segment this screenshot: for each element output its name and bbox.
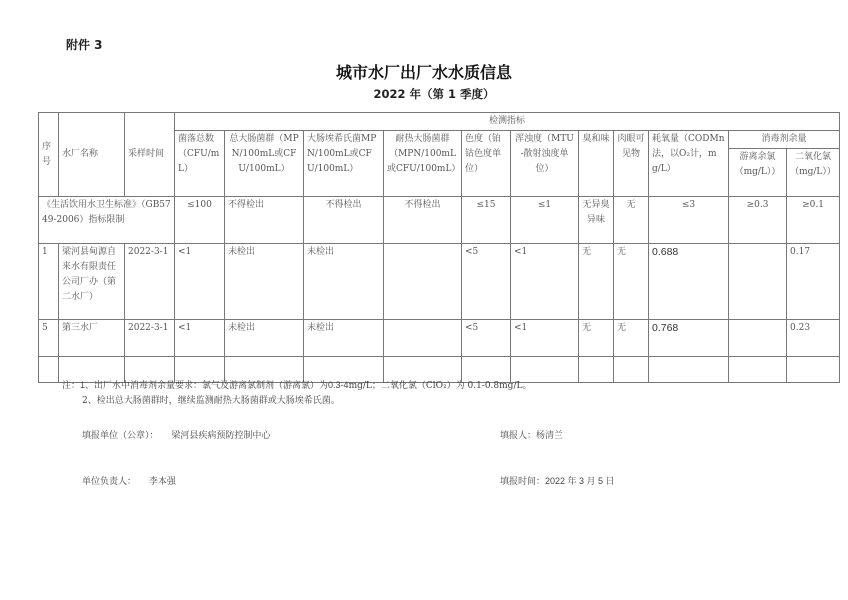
cell: ≤3 (649, 197, 729, 244)
report-date: 填报时间：2022 年 3 月 5 日 (500, 476, 615, 487)
cell-seq: 5 (39, 320, 59, 357)
header-sample-time: 采样时间 (125, 113, 175, 197)
cell: 未检出 (304, 244, 384, 320)
standard-label: 《生活饮用水卫生标准》（GB5749-2006）指标限制 (39, 197, 175, 244)
header-seq: 序号 (39, 113, 59, 197)
cell: ≥0.3 (729, 197, 787, 244)
cell-plant-name: 第三水厂 (59, 320, 125, 357)
cell-codmn: 0.688 (649, 244, 729, 320)
header-thermo-coliform: 耐热大肠菌群（MPN/100mL或CFU/100mL） (384, 131, 462, 197)
cell: 未检出 (225, 320, 304, 357)
header-turbidity: 浑浊度（MTU-散射浊度单位） (511, 131, 579, 197)
table-row (39, 320, 840, 357)
cell (729, 244, 787, 320)
cell: <5 (462, 244, 511, 320)
cell: 无 (579, 244, 614, 320)
cell: <1 (511, 244, 579, 320)
cell: <5 (462, 320, 511, 357)
reporter: 填报人：杨清兰 (500, 431, 564, 441)
cell-sample-time: 2022-3-1 (125, 244, 175, 320)
cell: 0.17 (787, 244, 840, 320)
cell: <1 (175, 244, 225, 320)
cell-sample-time: 2022-3-1 (125, 320, 175, 357)
cell: 无 (614, 320, 649, 357)
standard-row (39, 197, 840, 244)
header-free-chlorine: 游离余氯（mg/L）） (729, 149, 787, 197)
cell: 无 (614, 244, 649, 320)
cell: 无 (579, 320, 614, 357)
document-subtitle: 2022 年（第 1 季度） (373, 87, 495, 101)
cell-seq: 1 (39, 244, 59, 320)
header-total-colony: 菌落总数（CFU/mL） (175, 131, 225, 197)
cell: ≤1 (511, 197, 579, 244)
cell: 不得检出 (384, 197, 462, 244)
cell: ≥0.1 (787, 197, 840, 244)
header-total-coliform: 总大肠菌群（MPN/100mL或CFU/100mL） (225, 131, 304, 197)
cell: <1 (511, 320, 579, 357)
cell: ≤100 (175, 197, 225, 244)
cell: 不得检出 (304, 197, 384, 244)
header-ecoli: 大肠埃希氏菌MPN/100mL或CFU/100mL） (304, 131, 384, 197)
header-color: 色度（铂钴色度单位） (462, 131, 511, 197)
water-quality-table (38, 112, 840, 383)
cell-codmn: 0.768 (649, 320, 729, 357)
cell: 不得检出 (225, 197, 304, 244)
attachment-label: 附件 3 (66, 38, 103, 52)
header-odor: 臭和味 (579, 131, 614, 197)
cell: 未检出 (304, 320, 384, 357)
cell (384, 244, 462, 320)
unit-head: 单位负责人： 李本强 (82, 477, 176, 487)
header-plant-name: 水厂名称 (59, 113, 125, 197)
reporting-unit: 填报单位（公章）： 梁河县疾病预防控制中心 (82, 431, 271, 441)
header-group-indicators: 检测指标 (175, 113, 840, 131)
document-title: 城市水厂出厂水水质信息 (335, 63, 512, 82)
cell: 未检出 (225, 244, 304, 320)
cell: 无 (614, 197, 649, 244)
cell-plant-name: 梁河县甸源自来水有限责任公司厂办（第二水厂） (59, 244, 125, 320)
cell (729, 320, 787, 357)
header-visible: 肉眼可见物 (614, 131, 649, 197)
header-chlorine-dioxide: 二氧化氯（mg/L）） (787, 149, 840, 197)
cell: ≤15 (462, 197, 511, 244)
cell (384, 320, 462, 357)
header-codmn: 耗氧量（CODMn法，以O₂计，mg/L） (649, 131, 729, 197)
cell: 无异臭异味 (579, 197, 614, 244)
cell: 0.23 (787, 320, 840, 357)
notes (62, 378, 531, 409)
header-disinfectant-group: 消毒剂余量 (729, 131, 840, 149)
note-1: 注：1、出厂水中消毒剂余量要求：氯气及游离氯制剂（游离氯）为0.3-4mg/L；二氧化氯（ClO₂）为 0.1-0.8mg/L。 (62, 380, 532, 391)
note-2: 2、检出总大肠菌群时，继续监测耐热大肠菌群或大肠埃希氏菌。 (82, 396, 340, 406)
table-row (39, 244, 840, 320)
cell: <1 (175, 320, 225, 357)
